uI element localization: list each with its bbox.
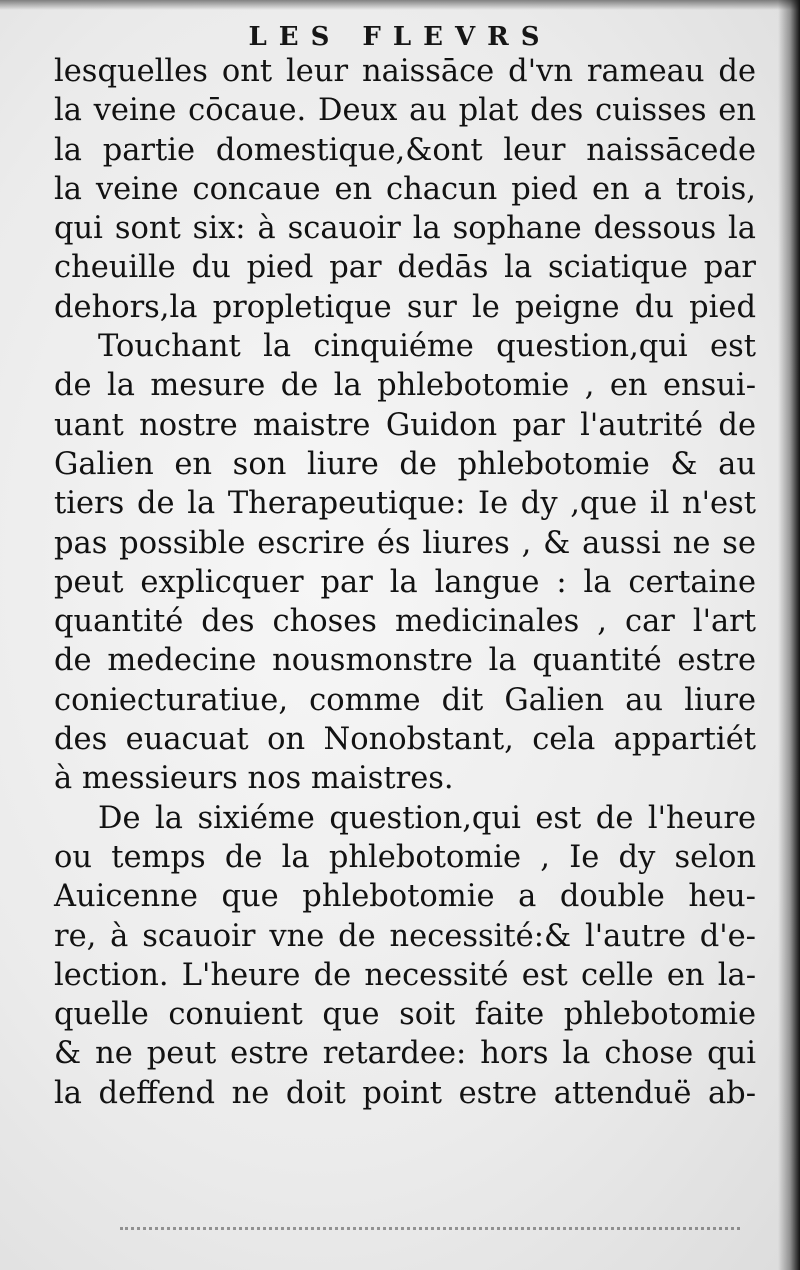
running-head: LES FLEVRS <box>248 22 552 52</box>
text-line: tiers de la Therapeutique: Ie dy ,que il n'est <box>54 486 756 522</box>
text-line: lection. L'heure de necessité est celle en la- <box>54 957 756 993</box>
text-line: quantité des choses medicinales , car l'art <box>54 604 756 640</box>
text-line: Galien en son liure de phlebotomie & au <box>54 446 756 482</box>
text-line: la deffend ne doit point estre attenduë ab- <box>54 1075 756 1111</box>
text-line: de medecine nousmonstre la quantité estre <box>54 643 756 679</box>
text-line: & ne peut estre retardee: hors la chose qui <box>54 1036 756 1072</box>
text-line: cheuille du pied par dedās la sciatique par <box>54 250 756 286</box>
body-text <box>54 52 756 1113</box>
page-right-shadow <box>778 0 800 1270</box>
paragraph-start-line: Touchant la cinquiéme question,qui est <box>98 329 756 365</box>
text-line: de la mesure de la phlebotomie , en ensui- <box>54 368 756 404</box>
text-line: ou temps de la phlebotomie , Ie dy selon <box>54 839 756 875</box>
text-line: lesquelles ont leur naissāce d'vn rameau de <box>54 54 756 89</box>
paragraph-end-line: à messieurs nos maistres. <box>54 761 454 797</box>
text-line: quelle conuient que soit faite phlebotomie <box>54 997 756 1033</box>
text-line: peut explicquer par la langue : la certaine <box>54 564 756 600</box>
bottom-bleedthrough-marks <box>120 1224 740 1230</box>
text-line: uant nostre maistre Guidon par l'autrité de <box>54 407 756 443</box>
text-line: pas possible escrire és liures , & aussi ne se <box>54 525 756 561</box>
text-line: la partie domestique,&ont leur naissācede <box>54 132 756 168</box>
text-line: la veine cōcaue. Deux au plat des cuisses en <box>54 93 756 129</box>
text-line: qui sont six: à scauoir la sophane dessous la <box>54 211 756 247</box>
text-line: re, à scauoir vne de necessité:& l'autre d'e- <box>54 918 756 954</box>
text-line: la veine concaue en chacun pied en a trois, <box>54 171 756 207</box>
paragraph-start-line: De la sixiéme question,qui est de l'heure <box>98 800 756 836</box>
text-line: coniecturatiue, comme dit Galien au liure <box>54 682 756 718</box>
text-line: des euacuat on Nonobstant, cela appartiét <box>54 722 756 758</box>
page-top-shadow <box>0 0 800 10</box>
text-line: Auicenne que phlebotomie a double heu- <box>54 879 756 915</box>
text-line: dehors,la propletique sur le peigne du pied <box>54 289 756 325</box>
